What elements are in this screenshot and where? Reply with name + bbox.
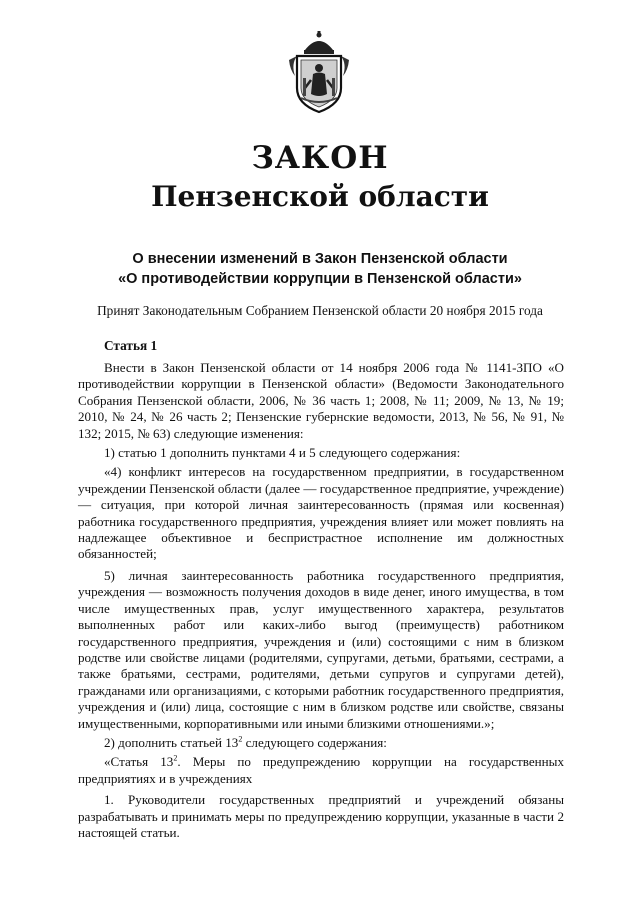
region-title: Пензенской области: [151, 180, 489, 213]
law-subtitle-line-1: О внесении изменений в Закон Пензенской области: [132, 251, 508, 267]
article-13-suffix: . Меры по предупреждению коррупции на государственных предприятиях и в учреждениях: [78, 754, 564, 786]
article-1-item-1: 1) статью 1 дополнить пунктами 4 и 5 следующего содержания:: [104, 445, 461, 461]
law-subtitle: [0, 249, 640, 289]
article-13-prefix: «Статья 13: [104, 754, 174, 770]
article-1-item-2: [78, 735, 564, 751]
article-1-intro: Внести в Закон Пензенской области от 14 ноября 2006 года № 1141-ЗПО «О противодействии коррупции в Пензенской области» (Ведомости Законодательного Собрания Пензенской области, 2006, № 36 часть 1; 2008, № 11; 2009, № 13, № 19; 2010, № 24, № 26 часть 2; Пензенские губернские ведомости, 2013, № 56, № 91, № 132; 2015, № 63) следующие изменения:: [78, 360, 564, 441]
article-13-2-clause-1: 1. Руководители государственных предприятий и учреждений обязаны разрабатывать и принимать меры по предупреждению коррупции, указанные в части 2 настоящей статьи.: [78, 792, 564, 840]
article-1-heading: Статья 1: [104, 338, 158, 353]
document-type-title: ЗАКОН: [251, 140, 389, 176]
adoption-note: Принят Законодательным Собранием Пензенской области 20 ноября 2015 года: [97, 303, 543, 318]
article-1-body: [78, 360, 564, 841]
item-2-superscript: 2: [238, 734, 243, 744]
article-1-point-4: «4) конфликт интересов на государственном предприятии, в государственном учреждении Пензенской области (далее — государственное предприятие, учреждение) — ситуация, при которой личная заинтересованность (прямая или косвенная) работника государственного предприятия, учреждения влияет или может повлиять на надлежащее объективное и беспристрастное исполнение им должностных обязанностей;: [78, 464, 564, 562]
article-13-superscript: 2: [173, 753, 178, 763]
article-1-point-5: 5) личная заинтересованность работника государственного предприятия, учреждения — возможность получения доходов в виде денег, иного имущества, в том числе имущественных прав, услуг имущественного характера, результатов выполненных работ или каких-либо выгод (преимуществ) работником государственного предприятия, учреждения и (или) состоящими с ним в близком родстве или свойстве лицами (родителями, супругами, детьми, братьями, сестрами, а также братьями, сестрами, родителями, детьми супругов и супругами детей), гражданами или организациями, с которыми работник государственного предприятия, учреждения и (или) лица, состоящие с ним в близком родстве или свойстве, связаны имущественными, корпоративными или иными близкими отношениями.»;: [78, 567, 564, 731]
item-2-prefix: 2) дополнить статьей 13: [104, 734, 239, 750]
law-subtitle-line-2: «О противодействии коррупции в Пензенской области»: [118, 271, 522, 287]
coat-of-arms-icon: [287, 30, 351, 114]
item-2-suffix: следующего содержания:: [242, 734, 387, 750]
article-13-2-title: [78, 754, 564, 787]
